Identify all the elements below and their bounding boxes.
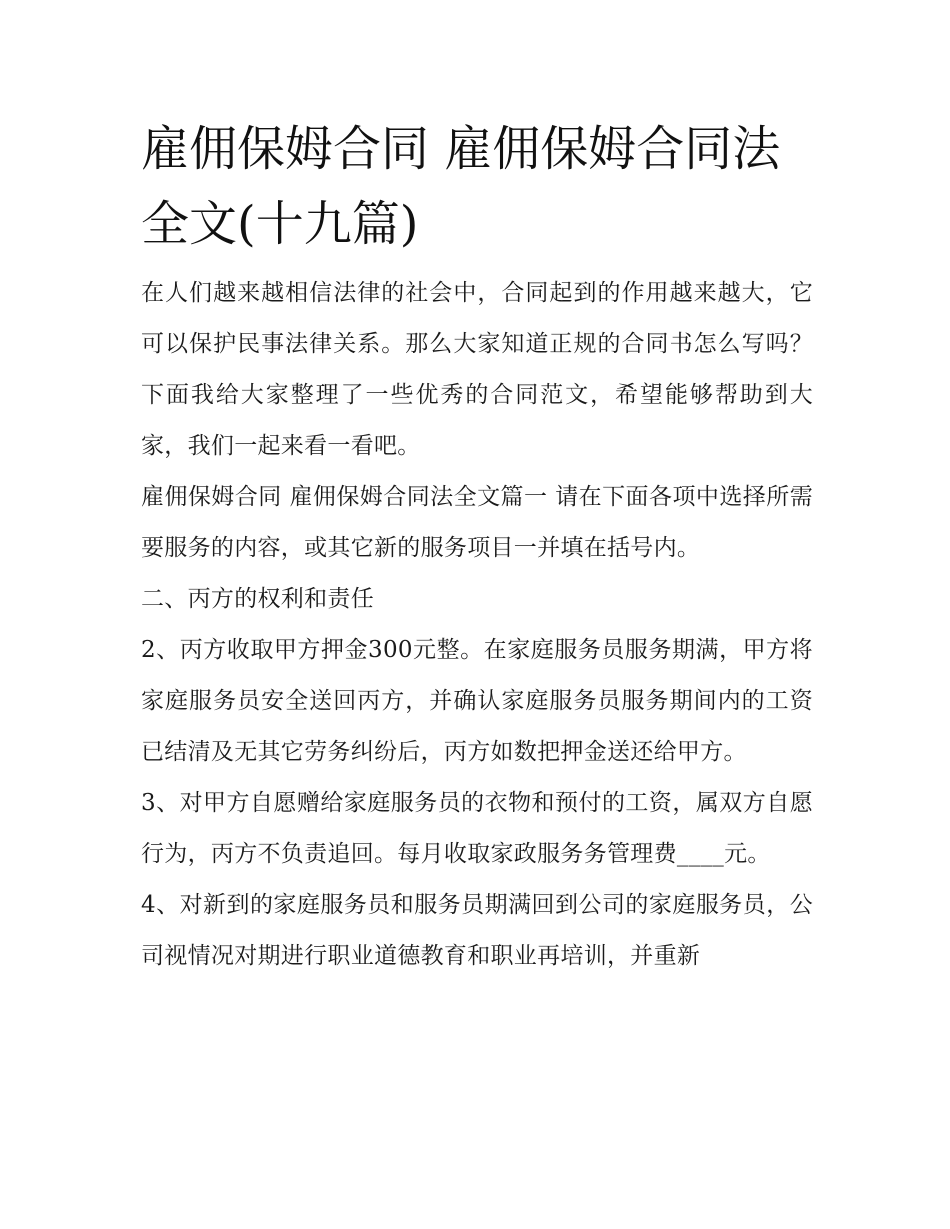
section-heading-party-c-rights: 二、丙方的权利和责任 <box>141 586 374 612</box>
clause-4-paragraph: 4、对新到的家庭服务员和服务员期满回到公司的家庭服务员，公司视情况对期进行职业道德教育和职业再培训，并重新 <box>141 892 813 969</box>
clause-3-paragraph: 3、对甲方自愿赠给家庭服务员的衣物和预付的工资，属双方自愿行为，丙方不负责追回。每月收取家政服务务管理费____元。 <box>141 790 813 867</box>
clause-2-paragraph: 2、丙方收取甲方押金300元整。在家庭服务员服务期满，甲方将家庭服务员安全送回丙方，并确认家庭服务员服务期间内的工资已结清及无其它劳务纠纷后，丙方如数把押金送还给甲方。 <box>141 637 813 765</box>
document-title: 雇佣保姆合同 雇佣保姆合同法全文(十九篇) <box>141 121 781 252</box>
intro-paragraph: 在人们越来越相信法律的社会中，合同起到的作用越来越大，它可以保护民事法律关系。那么大家知道正规的合同书怎么写吗？下面我给大家整理了一些优秀的合同范文，希望能够帮助到大家，我们一起来看一看吧。 <box>141 280 813 459</box>
section-one-paragraph: 雇佣保姆合同 雇佣保姆合同法全文篇一 请在下面各项中选择所需要服务的内容，或其它新的服务项目一并填在括号内。 <box>141 484 813 561</box>
document-body <box>141 112 813 982</box>
